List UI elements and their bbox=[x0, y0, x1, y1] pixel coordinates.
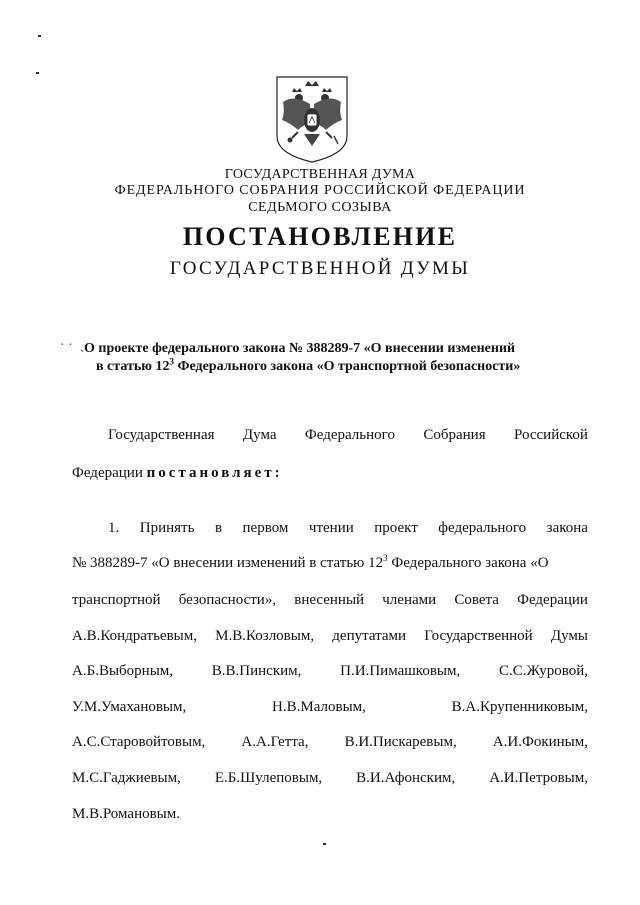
item1-line-8: М.С.Гаджиевым, Е.Б.Шулеповым, В.И.Афонским, А.И.Петровым, bbox=[72, 770, 588, 786]
header-line-convocation: СЕДЬМОГО СОЗЫВА bbox=[248, 200, 392, 215]
margin-mark: · · ˎ bbox=[60, 338, 85, 353]
item1-line-4: А.В.Кондратьевым, М.В.Козловым, депутатами Государственной Думы bbox=[72, 628, 588, 644]
scan-speck bbox=[36, 72, 39, 74]
header-line-assembly: ФЕДЕРАЛЬНОГО СОБРАНИЯ РОССИЙСКОЙ ФЕДЕРАЦИИ bbox=[114, 183, 526, 198]
scan-speck bbox=[38, 35, 41, 37]
item1-line-9: М.В.Романовым. bbox=[72, 806, 181, 822]
subject-line-1: О проекте федерального закона № 388289-7 «О внесении изменений bbox=[84, 341, 516, 356]
item1-line-5: А.Б.Выборным, В.В.Пинским, П.И.Пимашковым, С.С.Журовой, bbox=[72, 663, 588, 679]
scan-speck bbox=[323, 843, 326, 845]
document-title: ПОСТАНОВЛЕНИЕ bbox=[182, 222, 458, 251]
item1-line-3: транспортной безопасности», внесенный членами Совета Федерации bbox=[72, 592, 588, 608]
double-headed-eagle-emblem-icon bbox=[274, 74, 350, 164]
header-line-duma: ГОСУДАРСТВЕННАЯ ДУМА bbox=[224, 167, 416, 182]
subject-line-2: в статью $12^3$ Федерального закона «О транспортной безопасности» bbox=[96, 356, 521, 374]
intro-line-1: Государственная Дума Федерального Собрания Российской bbox=[108, 427, 588, 443]
intro-line-2: Федерации постановляет: bbox=[72, 465, 283, 481]
item1-line-7: А.С.Старовойтовым, А.А.Гетта, В.И.Пискаревым, А.И.Фокиным, bbox=[72, 734, 588, 750]
document-subtitle: ГОСУДАРСТВЕННОЙ ДУМЫ bbox=[169, 258, 471, 279]
item1-line-1: 1. Принять в первом чтении проект федерального закона bbox=[108, 520, 588, 536]
item1-line-2: № 388289-7 «О внесении изменений в статью $12^3$ Федерального закона «О bbox=[72, 553, 549, 571]
item1-line-6: У.М.Умахановым, Н.В.Маловым, В.А.Крупенниковым, bbox=[72, 699, 588, 715]
